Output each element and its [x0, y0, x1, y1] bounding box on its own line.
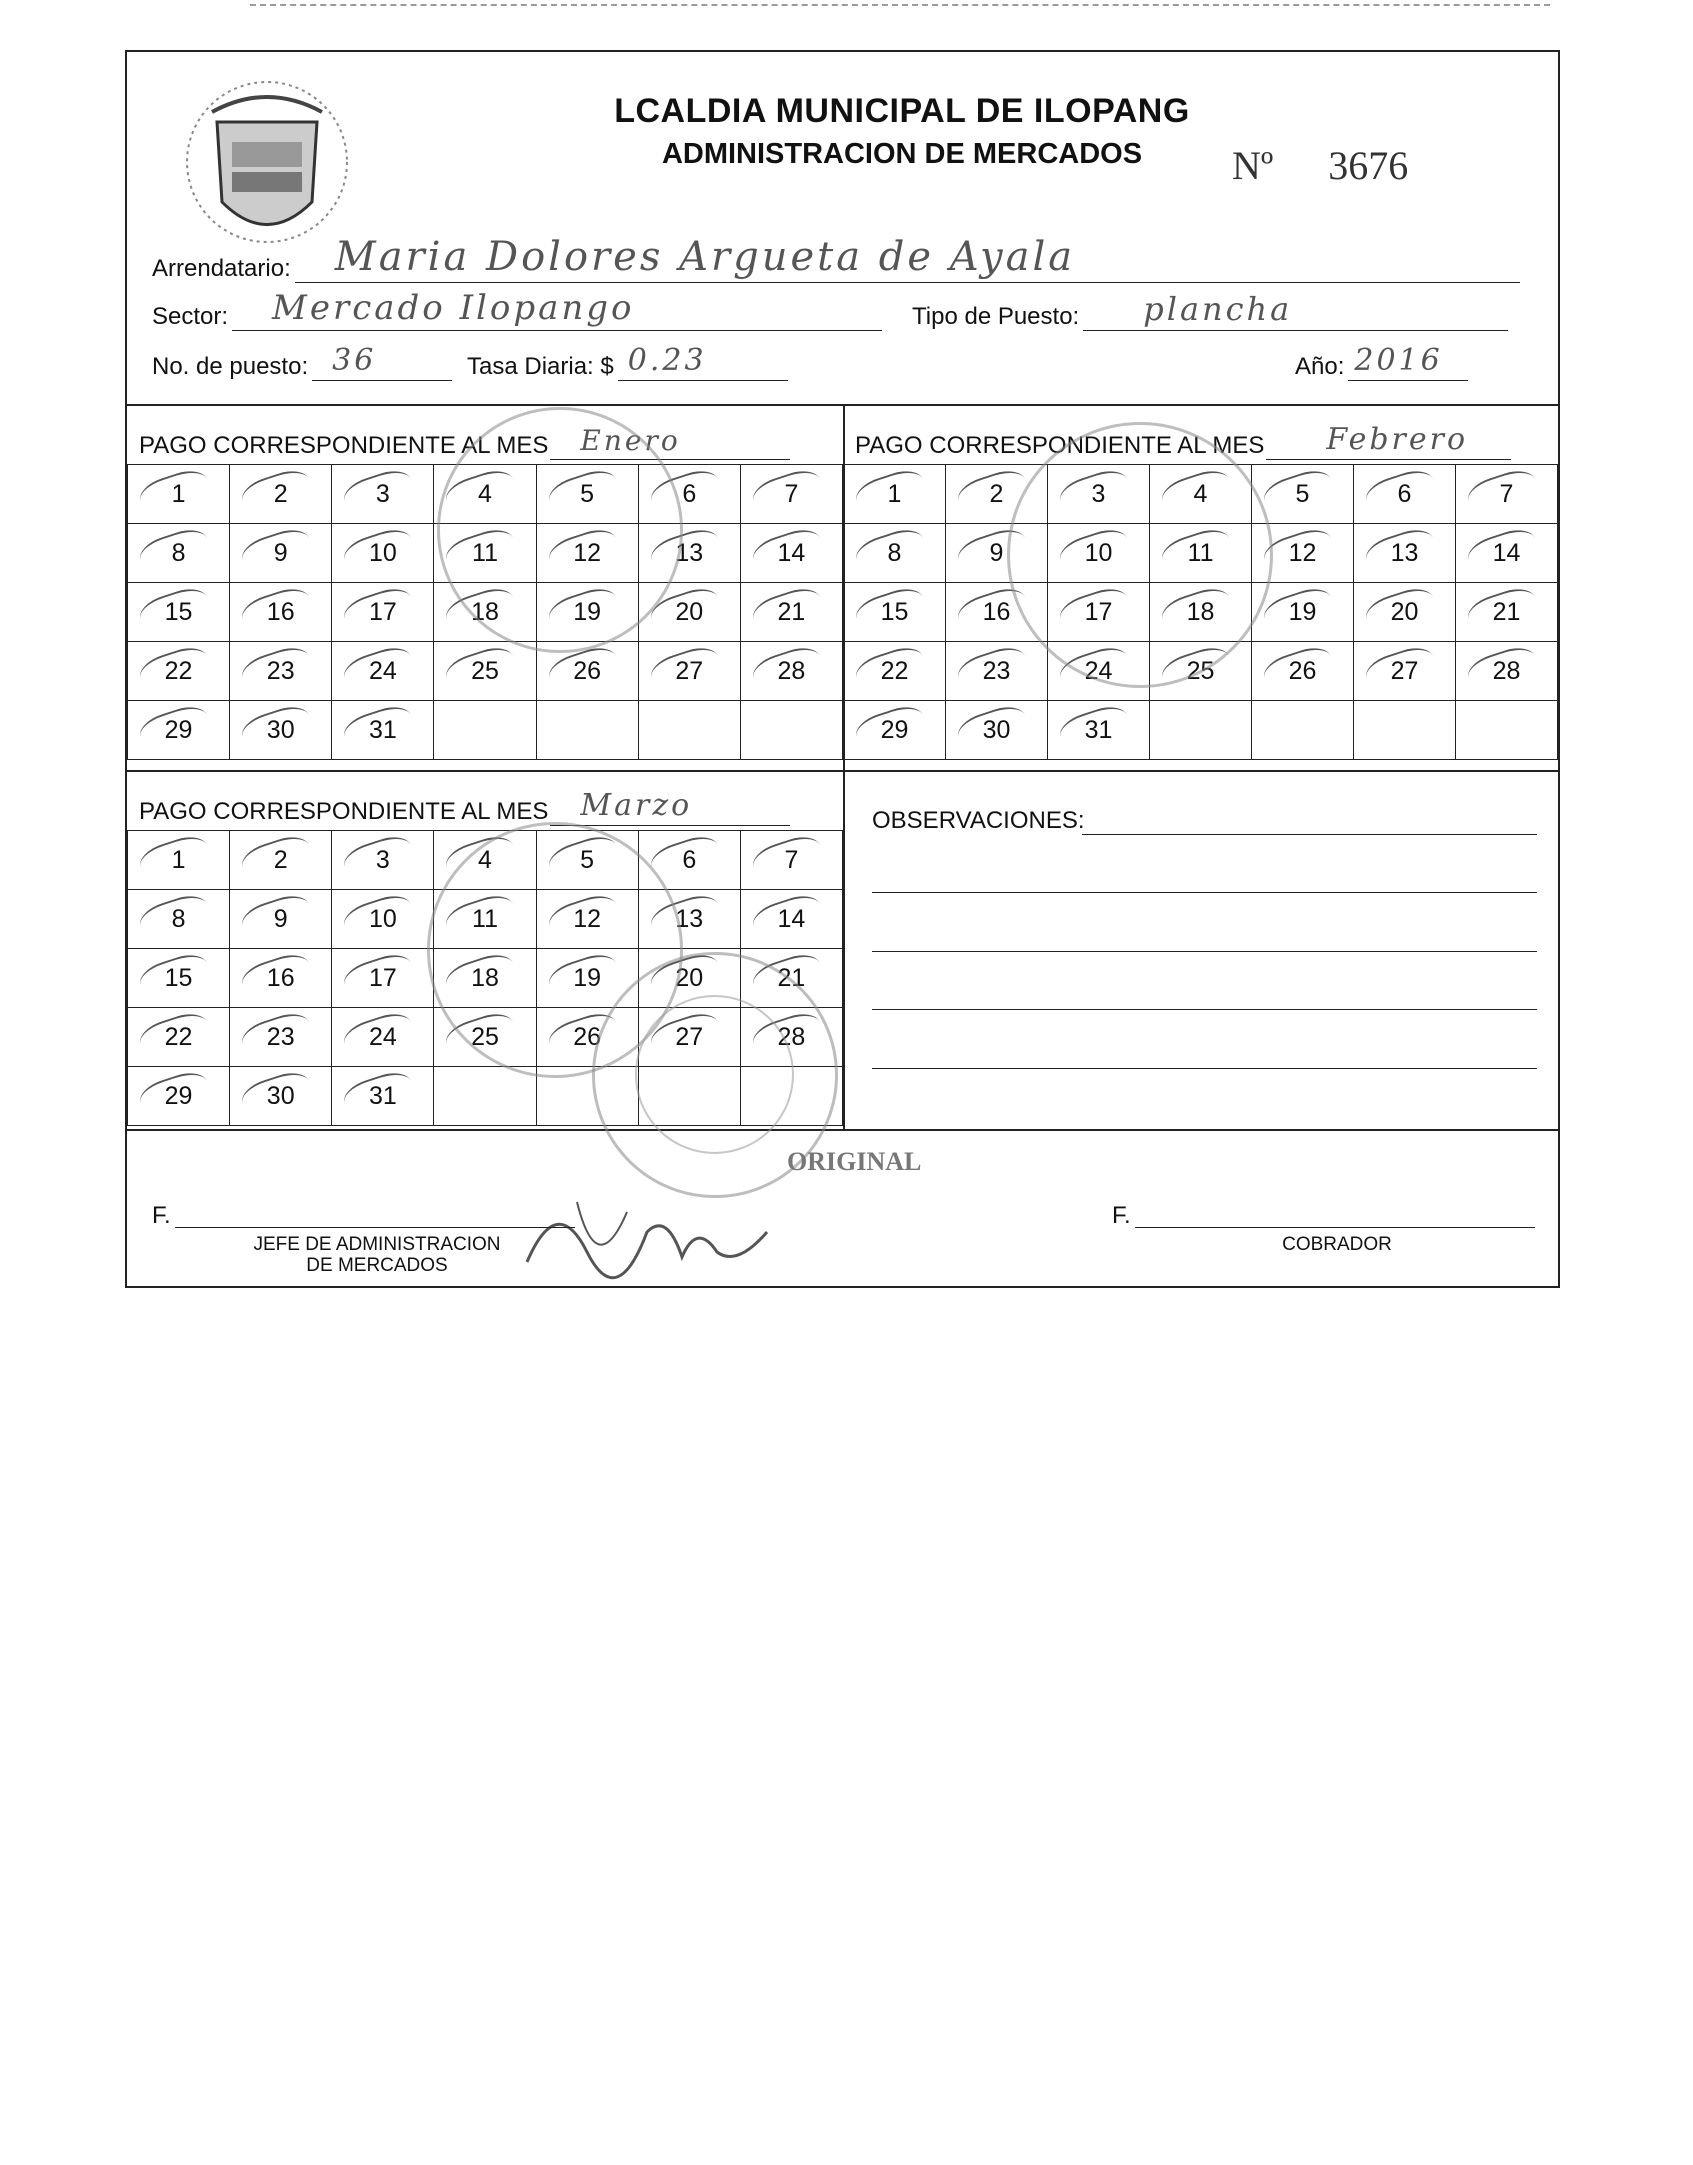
day-cell: 18	[1150, 583, 1252, 642]
day-cell: 12	[1252, 524, 1354, 583]
tasa-label: Tasa Diaria: $	[467, 353, 614, 380]
municipal-seal-inner-ring	[635, 995, 794, 1154]
day-row	[128, 642, 843, 701]
day-cell: 23	[946, 642, 1048, 701]
day-cell: 25	[1150, 642, 1252, 701]
day-cell	[434, 1067, 536, 1126]
day-cell: 30	[230, 701, 332, 760]
anio-label: Año:	[1295, 353, 1345, 380]
day-cell: 1	[128, 465, 230, 524]
day-cell: 17	[332, 949, 434, 1008]
anio-line	[1348, 343, 1468, 381]
month-value-1: Enero	[580, 424, 681, 457]
day-cell: 16	[946, 583, 1048, 642]
day-cell: 5	[536, 831, 638, 890]
day-cell: 25	[434, 1008, 536, 1067]
day-cell: 15	[844, 583, 946, 642]
month-label-2: PAGO CORRESPONDIENTE AL MES	[855, 432, 1265, 459]
day-cell: 8	[844, 524, 946, 583]
day-cell: 13	[638, 524, 740, 583]
day-cell: 5	[1252, 465, 1354, 524]
day-cell	[1252, 701, 1354, 760]
day-cell: 3	[332, 831, 434, 890]
day-cell: 7	[1456, 465, 1558, 524]
left-signature-caption-2: DE MERCADOS	[306, 1255, 448, 1276]
tipo-puesto-field	[912, 290, 1508, 331]
day-cell: 28	[740, 1008, 842, 1067]
day-cell: 25	[434, 642, 536, 701]
day-cell: 1	[128, 831, 230, 890]
day-cell: 19	[536, 583, 638, 642]
day-cell: 13	[1354, 524, 1456, 583]
day-cell: 18	[434, 583, 536, 642]
tipo-puesto-label: Tipo de Puesto:	[912, 303, 1080, 330]
day-cell: 31	[332, 701, 434, 760]
day-cell: 21	[740, 583, 842, 642]
day-cell: 26	[536, 642, 638, 701]
observaciones-line-2	[872, 890, 1537, 893]
original-watermark: ORIGINAL	[787, 1147, 922, 1176]
day-cell: 23	[230, 1008, 332, 1067]
receipt-number-value: 3676	[1328, 143, 1409, 188]
observaciones-line-3	[872, 949, 1537, 952]
month-label-1: PAGO CORRESPONDIENTE AL MES	[139, 432, 549, 459]
left-signature-f: F.	[152, 1202, 171, 1229]
arrendatario-field	[152, 234, 1520, 283]
day-cell: 10	[332, 524, 434, 583]
day-cell: 22	[128, 1008, 230, 1067]
municipal-crest-icon	[172, 72, 362, 252]
arrendatario-label: Arrendatario:	[152, 255, 291, 282]
day-cell: 22	[128, 642, 230, 701]
day-cell: 26	[1252, 642, 1354, 701]
sector-label: Sector:	[152, 303, 229, 330]
day-cell: 16	[230, 949, 332, 1008]
day-cell: 7	[740, 465, 842, 524]
day-cell: 13	[638, 890, 740, 949]
day-cell	[434, 701, 536, 760]
day-cell: 17	[332, 583, 434, 642]
day-cell: 4	[434, 831, 536, 890]
observaciones-label: OBSERVACIONES:	[872, 807, 1085, 834]
day-cell: 19	[1252, 583, 1354, 642]
day-cell: 6	[1354, 465, 1456, 524]
sector-line	[232, 288, 882, 331]
puesto-value: 36	[332, 343, 377, 378]
day-cell: 31	[1048, 701, 1150, 760]
day-cell	[1456, 701, 1558, 760]
day-cell: 8	[128, 524, 230, 583]
page-title: LCALDIA MUNICIPAL DE ILOPANG	[614, 92, 1190, 130]
day-cell: 14	[740, 890, 842, 949]
day-cell: 28	[1456, 642, 1558, 701]
right-signature-f: F.	[1112, 1202, 1131, 1229]
receipt-number	[1232, 142, 1408, 189]
day-cell: 3	[332, 465, 434, 524]
day-cell: 21	[1456, 583, 1558, 642]
day-cell	[1354, 701, 1456, 760]
day-cell: 12	[536, 890, 638, 949]
day-cell	[1150, 701, 1252, 760]
puesto-field	[152, 343, 452, 381]
cancelado-stamp-2	[1007, 422, 1273, 688]
month-title-3	[139, 788, 790, 826]
left-signature-caption-1: JEFE DE ADMINISTRACION	[253, 1234, 501, 1255]
day-cell: 17	[1048, 583, 1150, 642]
day-cell: 22	[844, 642, 946, 701]
anio-field	[1295, 343, 1468, 381]
day-cell: 29	[128, 701, 230, 760]
day-row	[128, 701, 843, 760]
day-cell: 18	[434, 949, 536, 1008]
arrendatario-line	[295, 234, 1520, 283]
tasa-line	[618, 343, 788, 381]
day-cell: 8	[128, 890, 230, 949]
day-cell: 10	[332, 890, 434, 949]
page-subtitle: ADMINISTRACION DE MERCADOS	[661, 138, 1143, 170]
day-cell: 3	[1048, 465, 1150, 524]
receipt-number-label: Nº	[1232, 143, 1274, 188]
day-cell: 23	[230, 642, 332, 701]
signature-scribble	[517, 1172, 777, 1292]
day-cell: 11	[434, 890, 536, 949]
left-signature-line	[175, 1227, 575, 1228]
day-cell: 14	[1456, 524, 1558, 583]
month-value-3: Marzo	[580, 788, 693, 823]
day-cell: 20	[1354, 583, 1456, 642]
day-cell: 5	[536, 465, 638, 524]
day-cell: 24	[1048, 642, 1150, 701]
day-cell: 2	[230, 831, 332, 890]
month-line-3	[550, 788, 790, 826]
day-cell: 12	[536, 524, 638, 583]
cancelado-stamp-1	[437, 407, 683, 653]
day-cell: 30	[946, 701, 1048, 760]
day-cell: 29	[844, 701, 946, 760]
day-row	[844, 701, 1558, 760]
day-cell: 10	[1048, 524, 1150, 583]
day-cell: 26	[536, 1008, 638, 1067]
day-cell: 24	[332, 642, 434, 701]
day-cell: 9	[230, 890, 332, 949]
tipo-puesto-line	[1083, 290, 1508, 331]
sector-value: Mercado Ilopango	[272, 288, 635, 328]
day-cell: 31	[332, 1067, 434, 1126]
day-cell: 6	[638, 465, 740, 524]
right-signature-caption: COBRADOR	[1282, 1234, 1392, 1255]
puesto-label: No. de puesto:	[152, 353, 309, 380]
observaciones-line-4	[872, 1007, 1537, 1010]
day-cell: 4	[1150, 465, 1252, 524]
tipo-puesto-value: plancha	[1143, 290, 1293, 328]
day-cell: 7	[740, 831, 842, 890]
puesto-line	[312, 343, 452, 381]
day-cell	[536, 701, 638, 760]
day-cell: 2	[230, 465, 332, 524]
day-cell: 15	[128, 949, 230, 1008]
day-cell: 28	[740, 642, 842, 701]
top-perforation-line	[250, 4, 1550, 9]
anio-value: 2016	[1354, 343, 1443, 378]
day-cell: 27	[638, 642, 740, 701]
right-signature-line	[1135, 1227, 1535, 1228]
day-cell: 29	[128, 1067, 230, 1126]
market-receipt-form	[125, 50, 1560, 1288]
day-cell: 9	[230, 524, 332, 583]
day-cell: 9	[946, 524, 1048, 583]
day-cell: 27	[638, 1008, 740, 1067]
day-cell: 19	[536, 949, 638, 1008]
day-cell: 11	[434, 524, 536, 583]
day-cell: 20	[638, 583, 740, 642]
day-cell: 2	[946, 465, 1048, 524]
day-cell	[638, 701, 740, 760]
day-cell: 15	[128, 583, 230, 642]
signature-divider	[127, 1129, 1558, 1131]
observaciones-line-5	[872, 1066, 1537, 1069]
month-line-2	[1266, 422, 1511, 460]
day-cell: 14	[740, 524, 842, 583]
observaciones-line-1	[1082, 832, 1537, 835]
day-cell	[740, 701, 842, 760]
arrendatario-value: Maria Dolores Argueta de Ayala	[334, 234, 1076, 280]
day-cell: 24	[332, 1008, 434, 1067]
day-cell: 30	[230, 1067, 332, 1126]
day-cell: 16	[230, 583, 332, 642]
day-cell: 27	[1354, 642, 1456, 701]
day-cell: 11	[1150, 524, 1252, 583]
day-cell: 4	[434, 465, 536, 524]
day-cell: 1	[844, 465, 946, 524]
day-cell: 21	[740, 949, 842, 1008]
month-value-2: Febrero	[1326, 422, 1469, 457]
day-cell: 20	[638, 949, 740, 1008]
day-cell: 6	[638, 831, 740, 890]
tasa-value: 0.23	[627, 343, 707, 378]
tasa-field	[467, 343, 788, 381]
sector-field	[152, 288, 882, 331]
month-label-3: PAGO CORRESPONDIENTE AL MES	[139, 798, 549, 825]
